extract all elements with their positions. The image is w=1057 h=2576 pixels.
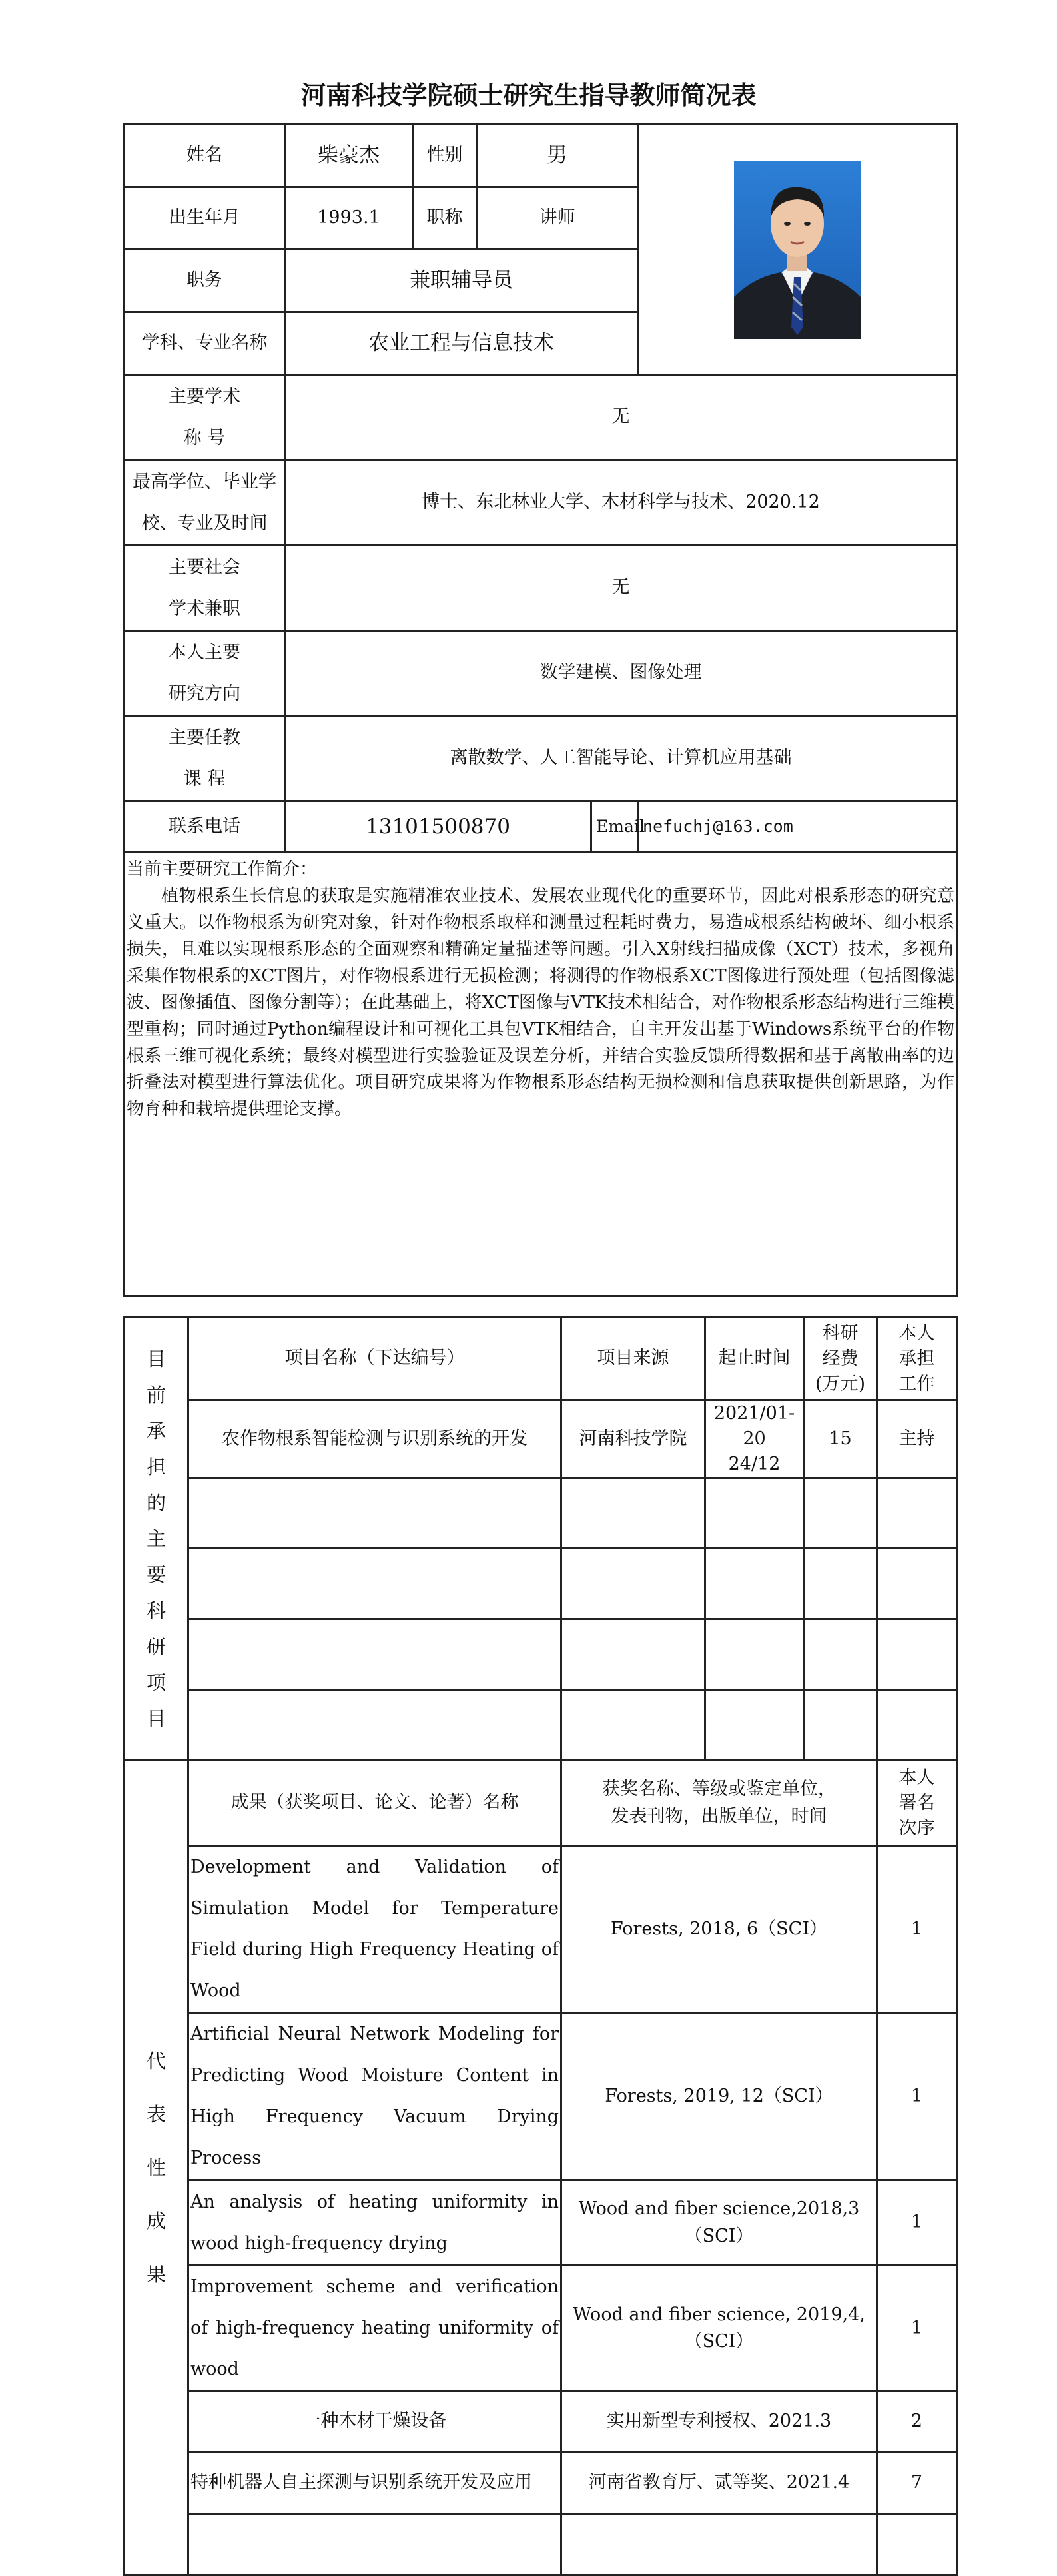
project-empty-cell bbox=[877, 1549, 957, 1619]
social-label-line2: 学术兼职 bbox=[169, 598, 240, 619]
projects-header-funds-line: 科研 bbox=[822, 1322, 859, 1344]
achievements-side-label bbox=[125, 1761, 188, 2575]
projects-side-char: 科 bbox=[146, 1599, 166, 1622]
achievements-header-order-line: 本人 bbox=[898, 1767, 935, 1788]
project-empty-cell bbox=[804, 1549, 877, 1619]
achievement-empty-cell bbox=[561, 2514, 877, 2575]
projects-header-role-line: 本人 bbox=[898, 1322, 935, 1344]
post-value: 兼职辅导员 bbox=[285, 250, 638, 312]
project-funds: 15 bbox=[804, 1400, 877, 1478]
achievements-header-source bbox=[561, 1761, 877, 1846]
achievement-source: 河南省教育厅、贰等奖、2021.4 bbox=[561, 2453, 877, 2514]
phone-label: 联系电话 bbox=[125, 801, 285, 853]
research-value: 数学建模、图像处理 bbox=[285, 631, 957, 716]
achievements-side-char: 表 bbox=[146, 2103, 166, 2126]
achievement-source: 实用新型专利授权、2021.3 bbox=[561, 2391, 877, 2453]
degree-label-line1: 最高学位、毕业学 bbox=[133, 471, 276, 492]
achievement-name: 一种木材干燥设备 bbox=[188, 2391, 561, 2453]
achievements-header-source-line: 获奖名称、等级或鉴定单位， bbox=[602, 1779, 836, 1799]
email-label: Email bbox=[591, 801, 638, 853]
achievements-header-order-line: 次序 bbox=[898, 1817, 935, 1839]
major-value: 农业工程与信息技术 bbox=[285, 312, 638, 375]
rank-label: 职称 bbox=[413, 187, 477, 250]
achievement-source: Forests, 2019, 12（SCI） bbox=[561, 2013, 877, 2180]
achievement-name: 特种机器人自主探测与识别系统开发及应用 bbox=[188, 2453, 561, 2514]
projects-header-source: 项目来源 bbox=[561, 1318, 705, 1400]
achievement-order: 1 bbox=[877, 2013, 957, 2180]
projects-header-role-line: 工作 bbox=[898, 1373, 935, 1394]
projects-side-char: 目 bbox=[146, 1348, 166, 1370]
achievement-source: Wood and fiber science,2018,3（SCI） bbox=[561, 2180, 877, 2266]
projects-header-funds bbox=[804, 1318, 877, 1400]
projects-side-char: 前 bbox=[146, 1384, 166, 1406]
project-empty-cell bbox=[561, 1478, 705, 1549]
achievement-name: Improvement scheme and verification of high-frequency heating uniformity of wood bbox=[188, 2266, 561, 2391]
project-empty-cell bbox=[705, 1478, 804, 1549]
projects-achievements-table bbox=[123, 1316, 958, 2576]
project-empty-cell bbox=[561, 1690, 705, 1761]
achievements-side-char: 性 bbox=[146, 2156, 166, 2179]
courses-value: 离散数学、人工智能导论、计算机应用基础 bbox=[285, 716, 957, 801]
project-empty-cell bbox=[188, 1619, 561, 1690]
degree-label bbox=[125, 460, 285, 546]
name-value: 柴豪杰 bbox=[285, 125, 413, 187]
project-empty-cell bbox=[804, 1619, 877, 1690]
project-empty-cell bbox=[877, 1619, 957, 1690]
projects-side-char: 研 bbox=[146, 1635, 166, 1658]
achievements-header-name: 成果（获奖项目、论文、论著）名称 bbox=[188, 1761, 561, 1846]
photo-cell bbox=[638, 125, 957, 375]
email-value: nefuchj@163.com bbox=[638, 801, 957, 853]
page-title: 河南科技学院硕士研究生指导教师简况表 bbox=[300, 81, 757, 110]
projects-side-char: 要 bbox=[146, 1563, 166, 1586]
courses-label-line2: 课 程 bbox=[183, 768, 226, 789]
projects-side-char: 承 bbox=[146, 1420, 166, 1442]
projects-side-label bbox=[125, 1318, 188, 1761]
project-empty-cell bbox=[705, 1619, 804, 1690]
social-value: 无 bbox=[285, 546, 957, 631]
achievement-source: Forests, 2018, 6（SCI） bbox=[561, 1846, 877, 2013]
projects-side-char: 主 bbox=[146, 1527, 166, 1550]
project-empty-cell bbox=[561, 1549, 705, 1619]
portrait-photo bbox=[734, 161, 861, 339]
achievement-name: An analysis of heating uniformity in wood high-frequency drying bbox=[188, 2180, 561, 2266]
project-period-line: 24/12 bbox=[728, 1454, 781, 1474]
achievements-side-char: 果 bbox=[146, 2263, 166, 2286]
project-empty-cell bbox=[804, 1478, 877, 1549]
project-empty-cell bbox=[804, 1690, 877, 1761]
intro-cell bbox=[125, 853, 957, 1296]
acad-title-label-line1: 主要学术 bbox=[169, 386, 240, 407]
project-empty-cell bbox=[877, 1478, 957, 1549]
gender-value: 男 bbox=[477, 125, 638, 187]
birth-value: 1993.1 bbox=[285, 187, 413, 250]
project-empty-cell bbox=[188, 1549, 561, 1619]
project-period bbox=[705, 1400, 804, 1478]
projects-header-name: 项目名称（下达编号） bbox=[188, 1318, 561, 1400]
project-empty-cell bbox=[705, 1549, 804, 1619]
project-empty-cell bbox=[705, 1690, 804, 1761]
achievement-order: 7 bbox=[877, 2453, 957, 2514]
research-label-line1: 本人主要 bbox=[169, 642, 240, 663]
social-label-line1: 主要社会 bbox=[169, 556, 240, 578]
projects-header-funds-line: 经费 bbox=[822, 1348, 859, 1369]
project-empty-cell bbox=[877, 1690, 957, 1761]
achievements-header-order bbox=[877, 1761, 957, 1846]
projects-side-char: 的 bbox=[146, 1492, 166, 1514]
intro-heading: 当前主要研究工作简介： bbox=[127, 859, 318, 879]
acad-title-label bbox=[125, 375, 285, 460]
research-label-line2: 研究方向 bbox=[169, 683, 240, 704]
achievement-empty-cell bbox=[188, 2514, 561, 2575]
achievement-order: 1 bbox=[877, 1846, 957, 2013]
achievement-empty-cell bbox=[877, 2514, 957, 2575]
project-name: 农作物根系智能检测与识别系统的开发 bbox=[188, 1400, 561, 1478]
achievement-order: 1 bbox=[877, 2266, 957, 2391]
project-period-line: 2021/01-20 bbox=[713, 1403, 795, 1449]
phone-value: 13101500870 bbox=[285, 801, 591, 853]
rank-value: 讲师 bbox=[477, 187, 638, 250]
research-label bbox=[125, 631, 285, 716]
projects-header-role-line: 承担 bbox=[898, 1348, 935, 1369]
degree-label-line2: 校、专业及时间 bbox=[141, 512, 268, 534]
name-label: 姓名 bbox=[125, 125, 285, 187]
acad-title-label-line2: 称 号 bbox=[183, 427, 226, 448]
achievements-side-char: 代 bbox=[146, 2050, 166, 2072]
projects-side-char: 担 bbox=[146, 1456, 166, 1478]
achievements-header-order-line: 署名 bbox=[898, 1792, 935, 1813]
intro-text: 植物根系生长信息的获取是实施精准农业技术、发展农业现代化的重要环节，因此对根系形态的研究意义重大。以作物根系为研究对象，针对作物根系取样和测量过程耗时费力，易造成根系结构破坏、细小根系损失，且难以实现根系形态的全面观察和精确定量描述等问题。引入X射线扫描成像（XCT）技术，多视角采集作物根系的XCT图片，对作物根系进行无损检测；将测得的作物根系XCT图像进行预处理（包括图像滤波、图像插值、图像分割等）；在此基础上，将XCT图像与VTK技术相结合，对作物根系形态结构进行三维模型重构；同时通过Python编程设计和可视化工具包VTK相结合，自主开发出基于Windows系统平台的作物根系三维可视化系统；最终对模型进行实验验证及误差分析，并结合实验反馈所得数据和基于离散曲率的边折叠法对模型进行算法优化。项目研究成果将为作物根系形态结构无损检测和信息获取提供创新思路，为作物育种和栽培提供理论支撑。 bbox=[127, 886, 954, 1119]
profile-table bbox=[123, 123, 958, 1297]
social-label bbox=[125, 546, 285, 631]
degree-value: 博士、东北林业大学、木材科学与技术、2020.12 bbox=[285, 460, 957, 546]
achievement-name: Development and Validation of Simulation Model for Temperature Field during High Frequency Heating of Wood bbox=[188, 1846, 561, 2013]
gender-label: 性别 bbox=[413, 125, 477, 187]
major-label: 学科、专业名称 bbox=[125, 312, 285, 375]
post-label: 职务 bbox=[125, 250, 285, 312]
birth-label: 出生年月 bbox=[125, 187, 285, 250]
project-empty-cell bbox=[188, 1690, 561, 1761]
projects-header-funds-line: (万元) bbox=[815, 1373, 866, 1394]
project-empty-cell bbox=[188, 1478, 561, 1549]
project-empty-cell bbox=[561, 1619, 705, 1690]
achievement-source: Wood and fiber science, 2019,4,（SCI） bbox=[561, 2266, 877, 2391]
courses-label bbox=[125, 716, 285, 801]
acad-title-value: 无 bbox=[285, 375, 957, 460]
achievements-header-source-line: 发表刊物，出版单位，时间 bbox=[611, 1805, 827, 1827]
projects-header-role bbox=[877, 1318, 957, 1400]
projects-header-period: 起止时间 bbox=[705, 1318, 804, 1400]
projects-side-char: 目 bbox=[146, 1707, 166, 1730]
achievement-order: 2 bbox=[877, 2391, 957, 2453]
achievements-side-char: 成 bbox=[146, 2210, 166, 2232]
projects-side-char: 项 bbox=[146, 1671, 166, 1694]
achievement-name: Artificial Neural Network Modeling for Predicting Wood Moisture Content in High Frequency Vacuum Drying Process bbox=[188, 2013, 561, 2180]
courses-label-line1: 主要任教 bbox=[169, 727, 240, 748]
achievement-order: 1 bbox=[877, 2180, 957, 2266]
project-source: 河南科技学院 bbox=[561, 1400, 705, 1478]
project-role: 主持 bbox=[877, 1400, 957, 1478]
